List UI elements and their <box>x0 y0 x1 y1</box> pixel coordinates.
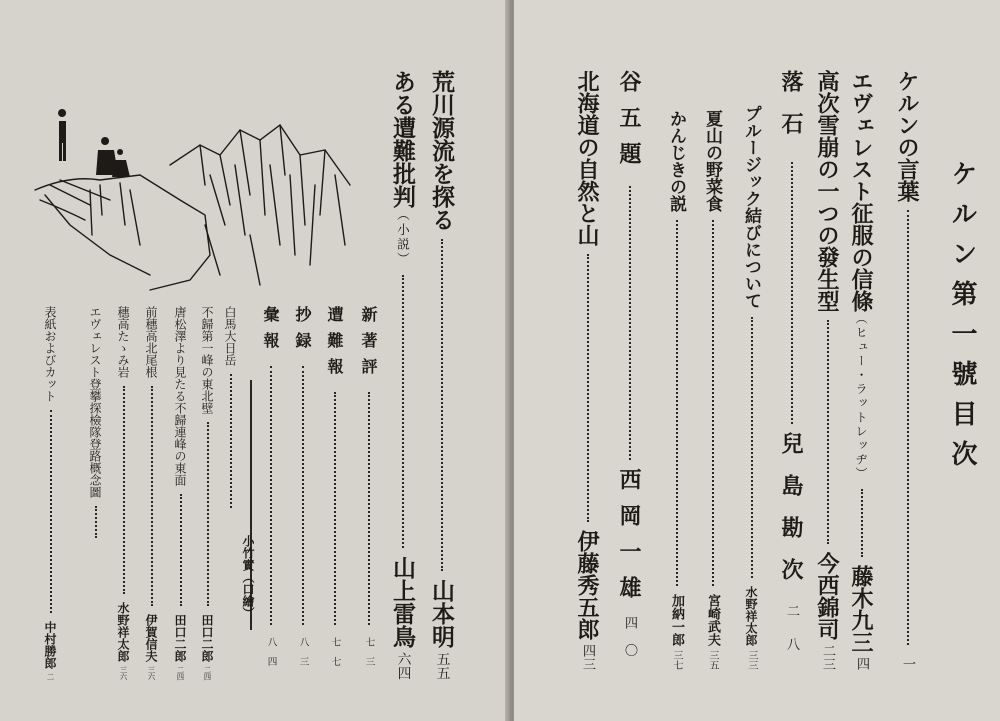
entry-subtitle: （ヒュー・ラットレッヂ） <box>854 312 868 482</box>
toc-section[interactable] <box>259 306 282 676</box>
entry-title: プルージック結びについて <box>741 105 761 309</box>
entry-author: 藤木九三 <box>848 564 874 653</box>
entry-title: 落石 <box>778 70 804 154</box>
dot-leader <box>50 410 52 613</box>
toc-entry[interactable] <box>425 70 458 680</box>
plate-page: 二 <box>46 672 56 680</box>
toc-section[interactable] <box>323 306 346 676</box>
toc-entry[interactable] <box>664 110 689 670</box>
dot-leader <box>907 210 909 645</box>
toc-section[interactable] <box>357 306 380 676</box>
entry-author: 伊藤秀五郎 <box>574 529 600 640</box>
section-page: 七七 <box>329 636 341 676</box>
section-title: 遭難報 <box>325 306 344 384</box>
plates-author <box>240 535 257 675</box>
dot-leader <box>123 386 125 594</box>
dot-leader <box>95 506 97 538</box>
plate-title: 表紙およびカット <box>43 306 57 402</box>
dot-leader <box>676 220 678 586</box>
toc-entry[interactable] <box>846 70 877 670</box>
entry-page: 二八 <box>784 603 799 670</box>
entry-title: 荒川源流を探る <box>428 70 455 231</box>
entry-title: かんじきの説 <box>666 110 686 212</box>
entry-author: 西岡一雄 <box>616 467 642 612</box>
entry-author: 山上雷鳥 <box>389 556 416 649</box>
entry-page: 三七 <box>671 649 682 670</box>
plate-title: 穗高たゝみ岩 <box>116 306 130 378</box>
toc-header <box>944 160 981 480</box>
dot-leader <box>712 220 714 586</box>
plate-title: エヴェレスト登攀探檢隊登路概念圖 <box>88 306 102 498</box>
entry-author: 兒島勘次 <box>778 431 804 600</box>
section-title: 新著評 <box>359 306 378 384</box>
toc-entry[interactable] <box>812 70 843 670</box>
dot-leader <box>151 386 153 606</box>
plate-title: 唐松澤より見たる不歸連峰の東面 <box>173 306 187 486</box>
section-page: 八三 <box>297 636 309 676</box>
entry-page: 五五 <box>433 652 450 680</box>
right-page <box>514 0 1000 721</box>
plate-author: 中村勝郎 <box>43 620 57 669</box>
entry-author: 宮崎武夫 <box>705 593 720 646</box>
entry-page: 三三 <box>746 649 757 670</box>
entry-title: 夏山の野菜食 <box>702 110 722 212</box>
entry-author: 水野祥太郎 <box>744 585 758 646</box>
toc-entry[interactable] <box>739 105 764 670</box>
plate-title: 不歸第一峰の東北壁 <box>200 306 214 414</box>
plate-page: 二四 <box>203 665 213 680</box>
dot-leader <box>270 366 272 625</box>
toc-entry[interactable] <box>700 110 725 670</box>
plate-page: 三六 <box>119 665 129 680</box>
dot-leader <box>402 275 404 549</box>
entry-page: 四三 <box>580 643 595 670</box>
section-title: 彙報 <box>261 306 280 358</box>
plate-author: 田口二郎 <box>200 613 214 662</box>
dot-leader <box>751 317 753 578</box>
plate-author: 田口二郎 <box>173 613 187 662</box>
entry-page: 六四 <box>394 652 411 680</box>
dot-leader <box>587 254 589 522</box>
plates-author-name: 小竹實（口繪） <box>241 535 255 619</box>
entry-title: エヴェレスト征服の信條 <box>848 70 874 312</box>
entry-page: 四 <box>854 656 869 670</box>
entry-author: 今西錦司 <box>814 551 840 640</box>
plate-entry[interactable] <box>87 306 104 546</box>
plate-author: 伊賀信夫 <box>144 613 158 662</box>
dot-leader <box>368 392 370 625</box>
toc-entry[interactable] <box>892 70 923 670</box>
entry-page: 二三 <box>820 643 835 670</box>
entry-title: 高次雪崩の一つの發生型 <box>814 70 840 312</box>
dot-leader <box>629 186 631 460</box>
entry-title: ある遭難批判 <box>389 70 416 208</box>
toc-header-text: ケルン第一號目次 <box>947 160 977 480</box>
entry-page: 一 <box>900 656 915 670</box>
entry-author: 加納一郎 <box>669 593 684 646</box>
dot-leader <box>180 494 182 606</box>
toc-entry[interactable] <box>386 70 419 680</box>
section-page: 七三 <box>363 636 375 676</box>
section-title: 抄録 <box>293 306 312 358</box>
toc-entry[interactable] <box>776 70 807 670</box>
entry-page: 四〇 <box>622 615 637 670</box>
plate-page: 二四 <box>176 665 186 680</box>
entry-title: ケルンの言葉 <box>894 70 920 202</box>
plate-page: 三六 <box>147 665 157 680</box>
plate-entry[interactable] <box>42 306 59 680</box>
plate-entry[interactable] <box>199 306 216 680</box>
entry-title: 北海道の自然と山 <box>574 70 600 246</box>
dot-leader <box>441 239 443 571</box>
entry-author: 山本明 <box>428 579 455 649</box>
entry-title: 谷五題 <box>616 70 642 178</box>
entry-subtitle: （小説） <box>395 208 410 267</box>
plate-entry[interactable] <box>115 306 132 680</box>
dot-leader <box>334 392 336 625</box>
plate-entry[interactable] <box>143 306 160 680</box>
entry-page: 三五 <box>707 649 718 670</box>
mountain-sketch-illustration <box>30 105 370 295</box>
plate-entry[interactable] <box>172 306 189 680</box>
plate-author: 水野祥太郎 <box>116 601 130 662</box>
section-page: 八四 <box>265 636 277 676</box>
plate-entry[interactable] <box>222 306 239 516</box>
toc-section[interactable] <box>291 306 314 676</box>
dot-leader <box>302 366 304 625</box>
dot-leader <box>207 422 209 606</box>
plate-title: 前穗高北尾根 <box>144 306 158 378</box>
plate-title: 白馬大日岳 <box>223 306 237 366</box>
toc-entry[interactable] <box>572 70 603 670</box>
dot-leader <box>230 374 232 508</box>
toc-entry[interactable] <box>614 70 645 670</box>
dot-leader <box>827 320 829 544</box>
dot-leader <box>861 489 863 557</box>
dot-leader <box>791 162 793 424</box>
